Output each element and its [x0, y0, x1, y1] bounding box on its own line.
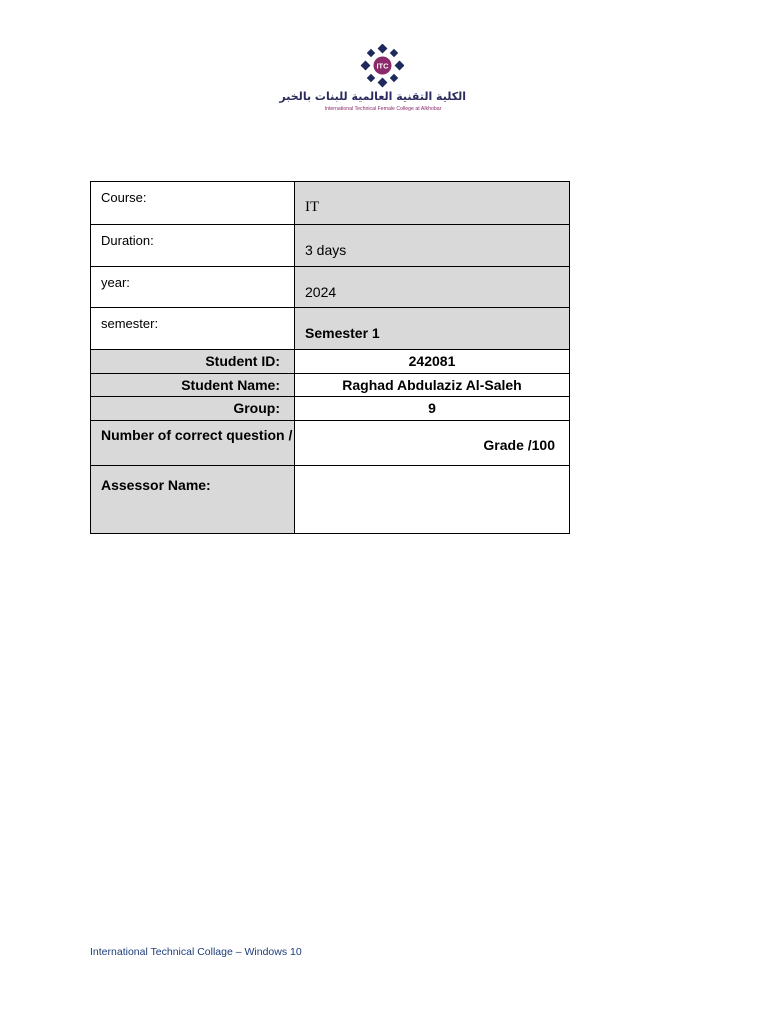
correct-questions-label: Number of correct question / — [91, 421, 295, 466]
semester-cell — [295, 308, 570, 350]
year-label: year: — [91, 267, 295, 308]
year-value: 2024 — [305, 284, 337, 300]
course-value: IT — [305, 199, 320, 215]
year-row — [91, 267, 570, 308]
semester-value: Semester 1 — [305, 325, 380, 341]
student-id-value: 242081 — [295, 350, 570, 374]
duration-label: Duration: — [91, 225, 295, 267]
course-cell — [295, 182, 570, 225]
assessor-value — [295, 466, 570, 534]
correct-questions-row — [91, 421, 570, 466]
student-name-label: Student Name: — [91, 374, 295, 397]
student-name-row — [91, 374, 570, 397]
emblem-text: ITC — [376, 61, 389, 71]
course-label: Course: — [91, 182, 295, 225]
duration-value: 3 days — [305, 242, 347, 258]
duration-row — [91, 225, 570, 267]
semester-row — [91, 308, 570, 350]
assessor-row — [91, 466, 570, 534]
group-value: 9 — [295, 397, 570, 421]
duration-cell — [295, 225, 570, 267]
itc-emblem-icon — [360, 44, 404, 88]
student-name-value: Raghad Abdulaziz Al-Saleh — [295, 374, 570, 397]
grade-value: Grade /100 — [295, 421, 570, 466]
student-id-row — [91, 350, 570, 374]
college-logo — [279, 44, 470, 116]
year-cell — [295, 267, 570, 308]
assessor-label: Assessor Name: — [91, 466, 295, 534]
assessment-info-table — [90, 181, 570, 534]
student-id-label: Student ID: — [91, 350, 295, 374]
college-arabic-name: الكلية التقنية العالمية للبنات بالخبر — [279, 90, 466, 103]
course-row — [91, 182, 570, 225]
group-row — [91, 397, 570, 421]
page-footer: International Technical Collage – Windows 10 — [90, 946, 302, 958]
semester-label: semester: — [91, 308, 295, 350]
group-label: Group: — [91, 397, 295, 421]
college-english-name: International Technical Female College at Alkhobar — [324, 106, 442, 112]
